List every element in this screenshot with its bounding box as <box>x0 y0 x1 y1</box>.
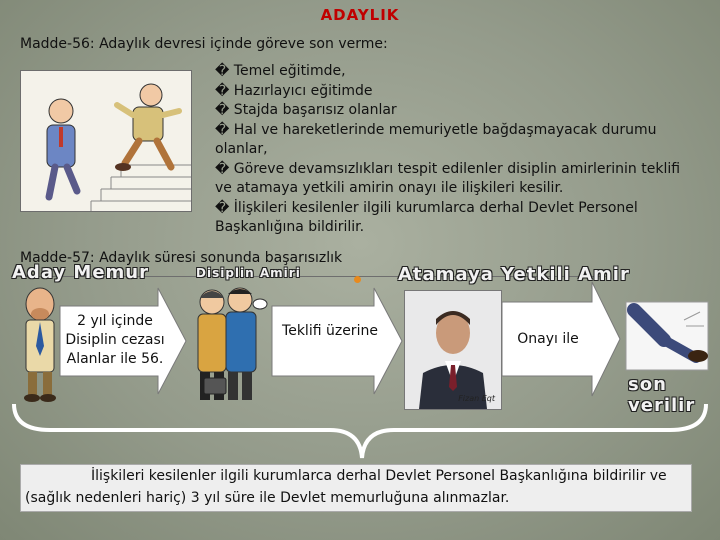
flow-step2-text: Teklifi üzerine <box>282 323 378 339</box>
son-verilir-label: son verilir <box>628 374 696 416</box>
candidate-figure-image <box>18 286 62 404</box>
flow-arrow-step1 <box>58 286 188 396</box>
bullet-item: � Stajda başarısız olanlar <box>215 102 397 118</box>
atamaya-yetkili-amir-label: Atamaya Yetkili Amir <box>398 264 630 285</box>
bullet-list <box>215 62 695 238</box>
kicking-leg-image <box>624 300 710 372</box>
flow-step3-text: Onayı ile <box>517 331 579 347</box>
curly-brace <box>10 400 710 462</box>
bullet-item: � Temel eğitimde, <box>215 63 346 79</box>
bullet-item: � Hal ve hareketlerinde memuriyetle bağdaşmayacak durumu olanlar, <box>215 121 657 157</box>
madde-56-heading: Madde-56: Adaylık devresi içinde göreve son verme: <box>20 36 388 52</box>
aday-memur-label: Aday Memur <box>12 262 149 283</box>
photo-signature: Fizan Eqt <box>458 394 495 403</box>
disciplinary-supervisor-figure-image <box>190 282 268 406</box>
kicking-cartoon-image <box>20 70 192 212</box>
flow-arrow-step3 <box>500 280 622 398</box>
bottom-note: İlişkileri kesilenler ilgili kurumlarca derhal Devlet Personel Başkanlığına bildirilir ve (sağlık nedenleri hariç) 3 yıl süre ile Devlet memurluğuna alınmazlar. <box>20 464 692 512</box>
flow-step1-text: 2 yıl içinde Disiplin cezası Alanlar ile 56. <box>65 313 165 367</box>
flow-arrow-step2 <box>270 286 404 396</box>
orange-dot <box>354 276 361 283</box>
bullet-item: � İlişkileri kesilenler ilgili kurumlarca derhal Devlet Personel Başkanlığına bildirilir. <box>215 199 638 235</box>
madde-57-heading: Madde-57: Adaylık süresi sonunda başarısızlık <box>20 250 343 266</box>
appointing-authority-photo <box>404 290 502 410</box>
slide-title: ADAYLIK <box>320 6 400 24</box>
bullet-item: � Hazırlayıcı eğitimde <box>215 82 373 99</box>
bullet-item: � Göreve devamsızlıkları tespit edilenler disiplin amirlerinin teklifi ve atamaya yetkili amirin onayı ile ilişkileri kesilir. <box>215 160 681 196</box>
disiplin-amiri-label: Disiplin Amiri <box>196 266 301 280</box>
